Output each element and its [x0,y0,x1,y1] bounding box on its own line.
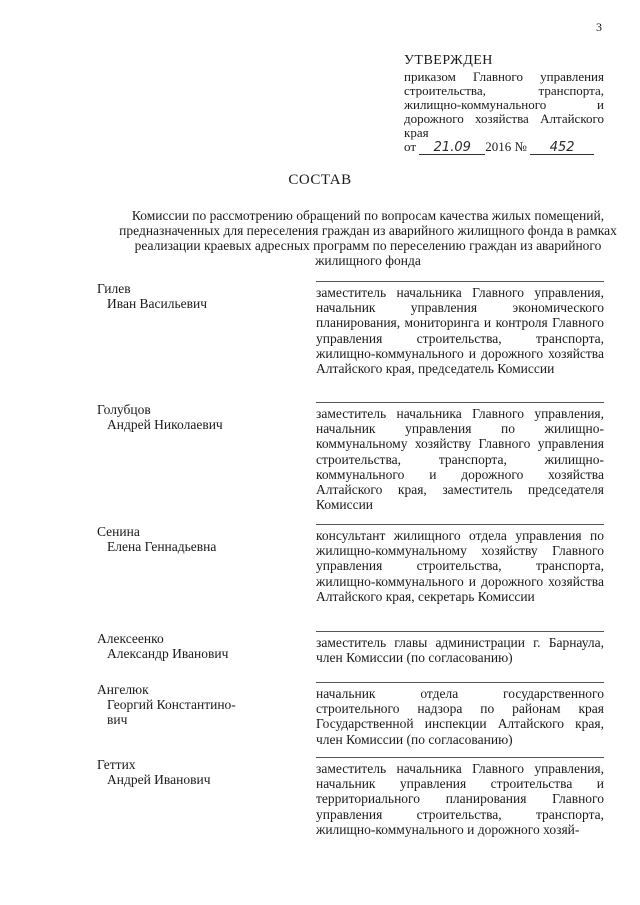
member-position: консультант жилищного отдела управления по жилищно-коммунальному хозяйству Главного управления строительства, транспорта, жилищно-коммунального и дорожного хозяйства Алтайского края, секретарь Комиссии [316,524,604,604]
member-given-name: Иван Васильевич [107,296,208,311]
member-name [97,631,277,661]
member-given-name: Андрей Иванович [107,772,211,787]
member-position: заместитель начальника Главного управления, начальник управления по жилищно-коммунальному хозяйству Главного управления строительства, транспорта, жилищно-коммунального и дорожного хозяйства Алтайского края, заместитель председателя Комиссии [316,402,604,512]
member-position: заместитель главы администрации г. Барнаула, член Комиссии (по согласованию) [316,631,604,665]
page-number: 3 [596,20,602,34]
member-surname: Сенина [97,524,140,539]
member-surname: Голубцов [97,402,151,417]
member-given-name: Георгий Константино- [107,697,236,712]
approval-year: 2016 [485,139,512,154]
member-position: начальник отдела государственного строительного надзора по районам края Государственной инспекции Алтайского края, член Комиссии (по согласованию) [316,682,604,747]
member-surname: Геттих [97,757,136,772]
member-name [97,757,277,787]
member-surname: Гилев [97,281,131,296]
approval-date-line [404,140,604,155]
member-name [97,524,277,554]
member-name [97,682,277,727]
member-position: заместитель начальника Главного управления, начальник управления строительства и территориального планирования Главного управления строительства, транспорта, жилищно-коммунального и дорожного хозяй- [316,757,604,837]
document-subtitle: Комиссии по рассмотрению обращений по вопросам качества жилых помещений, предназначенных для переселения граждан из аварийного жилищного фонда в рамках реализации краевых адресных программ по переселению граждан из аварийного жилищного фонда [119,208,617,268]
member-surname: Ангелюк [97,682,149,697]
number-prefix: № [514,139,527,154]
member-given-name: Андрей Николаевич [107,417,223,432]
approval-heading: УТВЕРЖДЕН [404,53,493,68]
handwritten-date: 21.09 [419,142,485,155]
approval-stamp [404,54,604,155]
member-given-name: Александр Иванович [107,646,229,661]
member-position: заместитель начальника Главного управления, начальник управления экономического планирования, мониторинга и контроля Главного управления строительства, транспорта, жилищно-коммунального и дорожного хозяйства Алтайского края, председатель Комиссии [316,281,604,376]
member-given-name: Елена Геннадьевна [107,539,217,554]
member-given-name-continued: вич [107,712,128,727]
member-name [97,402,277,432]
member-name [97,281,277,311]
document-title: СОСТАВ [288,172,352,188]
handwritten-number: 452 [530,142,594,155]
approval-body: приказом Главного управления строительства, транспорта, жилищно-коммунального и дорожного хозяйства Алтайского края [404,69,604,140]
member-surname: Алексеенко [97,631,164,646]
date-prefix: от [404,139,417,154]
